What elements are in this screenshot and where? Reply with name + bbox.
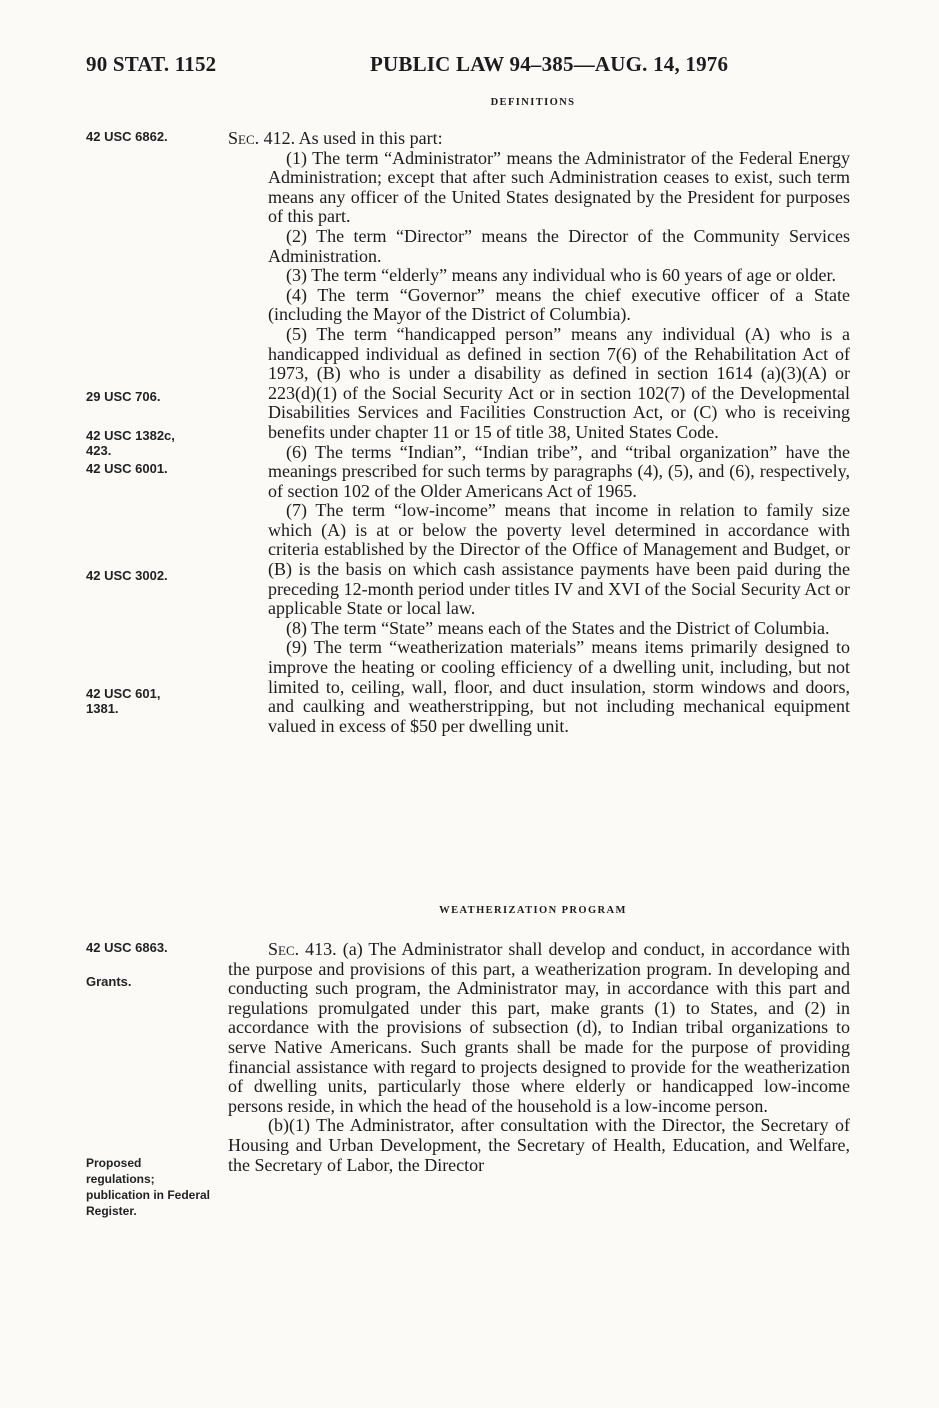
definition-administrator: (1) The term “Administrator” means the Administrator of the Federal Energy Administration; except that after such Administration ceases to exist, such term means any officer of the United States designated by the President for purposes of this part.	[268, 147, 850, 227]
heading-weatherization-program: WEATHERIZATION PROGRAM	[439, 905, 627, 916]
definition-governor: (4) The term “Governor” means the chief executive officer of a State (including the Mayor of the District of Columbia).	[268, 284, 850, 325]
heading-definitions: DEFINITIONS	[490, 97, 576, 108]
page-number-header: 90 STAT. 1152	[86, 52, 217, 76]
definition-low-income: (7) The term “low-income” means that income in relation to family size which (A) is at or below the poverty level determined in accordance with criteria established by the Director of the Office of Management and Budget, or (B) is the basis on which cash assistance payments have been paid during the preceding 12-month period under titles IV and XVI of the Social Security Act or applicable State or local law.	[268, 500, 850, 619]
sec-413-subsection-b: (b)(1) The Administrator, after consultation with the Director, the Secretary of Housing and Urban Development, the Secretary of Health, Education, and Welfare, the Secretary of Labor, the Director	[228, 1115, 850, 1175]
definition-elderly: (3) The term “elderly” means any individual who is 60 years of age or older.	[286, 265, 836, 286]
margin-note-42-usc-6001: 42 USC 6001.	[86, 461, 168, 476]
sec-412-intro-text: 412. As used in this part:	[263, 128, 443, 148]
definition-director: (2) The term “Director” means the Director of the Community Services Administration.	[268, 225, 850, 266]
sec-412-intro	[228, 129, 850, 149]
definition-handicapped-person: (5) The term “handicapped person” means any individual (A) who is a handicapped individual as defined in section 7(6) of the Rehabilitation Act of 1973, (B) who is under a disability as defined in section 1614 (a)(3)(A) or 223(d)(1) of the Social Security Act or in section 102(7) of the Developmental Disabilities Services and Facilities Construction Act, or (C) who is receiving benefits under chapter 11 or 15 of title 38, United States Code.	[268, 323, 850, 442]
definition-state: (8) The term “State” means each of the States and the District of Columbia.	[286, 617, 830, 638]
section-413	[228, 940, 850, 1175]
sec-412-label: Sec.	[228, 128, 260, 148]
section-412	[228, 129, 850, 736]
margin-note-42-usc-601: 42 USC 601, 1381.	[86, 686, 161, 716]
margin-note-42-usc-6862: 42 USC 6862.	[86, 129, 168, 144]
margin-note-42-usc-1382c: 42 USC 1382c, 423.	[86, 428, 175, 458]
sec-413-a-text: 413. (a) The Administrator shall develop and conduct, in accordance with the purpose and provisions of this part, a weatherization program. In developing and conducting such program, the Administrator may, in accordance with this part and regulations promulgated under this part, make grants (1) to States, and (2) in accordance with the provisions of subsection (d), to Indian tribal organizations to serve Native Americans. Such grants shall be made for the purpose of providing financial assistance with regard to projects designed to provide for the weatherization of dwelling units, particularly those where elderly or handicapped low-income persons reside, in which the head of the household is a low-income person.	[228, 939, 851, 1116]
margin-note-42-usc-6863: 42 USC 6863.	[86, 940, 168, 955]
margin-note-29-usc-706: 29 USC 706.	[86, 389, 161, 404]
definition-weatherization-materials: (9) The term “weatherization materials” means items primarily designed to improve the heating or cooling efficiency of a dwelling unit, including, but not limited to, ceiling, wall, floor, and duct insulation, storm windows and doors, and caulking and weatherstripping, but not including mechanical equipment valued in excess of $50 per dwelling unit.	[268, 637, 850, 736]
margin-note-proposed-regulations: Proposed regulations; publication in Federal Register.	[86, 1156, 211, 1218]
definition-indian: (6) The terms “Indian”, “Indian tribe”, and “tribal organization” have the meanings prescribed for such terms by paragraphs (4), (5), and (6), respectively, of section 102 of the Older Americans Act of 1965.	[268, 441, 850, 501]
sec-413-label: Sec.	[268, 939, 300, 959]
running-header: PUBLIC LAW 94–385—AUG. 14, 1976	[370, 52, 729, 76]
sec-413-subsection-a	[228, 940, 850, 1116]
margin-note-42-usc-3002: 42 USC 3002.	[86, 568, 168, 583]
margin-note-grants: Grants.	[86, 974, 132, 989]
